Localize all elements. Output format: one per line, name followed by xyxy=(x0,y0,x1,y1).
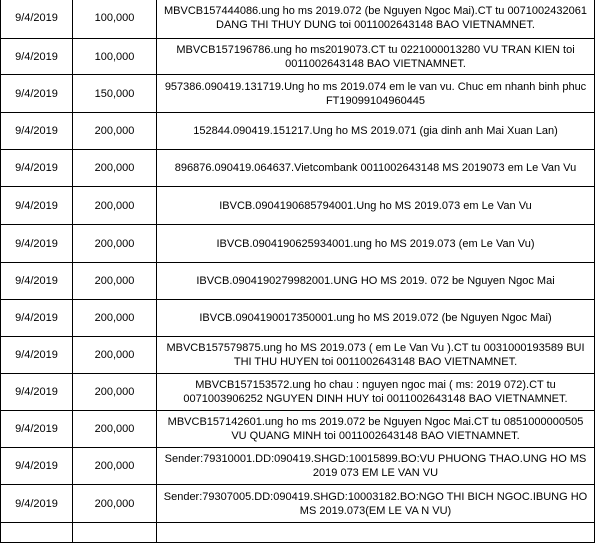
description-cell: IBVCB.0904190685794001.Ung ho MS 2019.073 em Le Van Vu xyxy=(157,187,595,225)
date-cell: 9/4/2019 xyxy=(1,225,73,263)
date-cell: 9/4/2019 xyxy=(1,75,73,113)
table-row xyxy=(1,337,595,374)
table-row xyxy=(1,263,595,300)
description-cell: 152844.090419.151217.Ung ho MS 2019.071 (gia dinh anh Mai Xuan Lan) xyxy=(157,113,595,150)
table-row xyxy=(1,187,595,225)
description-cell: MBVCB157579875.ung ho MS 2019.073 ( em Le Van Vu ).CT tu 0031000193589 BUI THI THU HUYEN toi 0011002643148 BAO VIETNAMNET. xyxy=(157,337,595,374)
amount-cell: 100,000 xyxy=(73,0,157,39)
table-row xyxy=(1,39,595,75)
amount-cell: 200,000 xyxy=(73,113,157,150)
description-cell: MBVCB157153572.ung ho chau : nguyen ngoc mai ( ms: 2019 072).CT tu 0071003906252 NGUYEN DINH HUY toi 0011002643148 BAO VIETNAMNET. xyxy=(157,374,595,411)
table-row xyxy=(1,225,595,263)
date-cell xyxy=(1,523,73,543)
date-cell: 9/4/2019 xyxy=(1,0,73,39)
description-cell: IBVCB.0904190279982001.UNG HO MS 2019. 072 be Nguyen Ngoc Mai xyxy=(157,263,595,300)
description-cell: MBVCB157196786.ung ho ms2019073.CT tu 0221000013280 VU TRAN KIEN toi 0011002643148 BAO VIETNAMNET. xyxy=(157,39,595,75)
amount-cell: 200,000 xyxy=(73,337,157,374)
description-cell: 957386.090419.131719.Ung ho ms 2019.074 em le van vu. Chuc em nhanh binh phuc FT19099104960445 xyxy=(157,75,595,113)
table-row xyxy=(1,411,595,448)
amount-cell: 200,000 xyxy=(73,263,157,300)
description-cell xyxy=(157,523,595,543)
table-row xyxy=(1,113,595,150)
table-row xyxy=(1,0,595,39)
description-cell: 896876.090419.064637.Vietcombank 0011002643148 MS 2019073 em Le Van Vu xyxy=(157,150,595,187)
description-cell: Sender:79307005.DD:090419.SHGD:10003182.BO:NGO THI BICH NGOC.IBUNG HO MS 2019.073(EM LE VA N VU) xyxy=(157,485,595,523)
date-cell: 9/4/2019 xyxy=(1,113,73,150)
table-row xyxy=(1,523,595,543)
amount-cell: 200,000 xyxy=(73,150,157,187)
table-row xyxy=(1,75,595,113)
amount-cell: 200,000 xyxy=(73,225,157,263)
date-cell: 9/4/2019 xyxy=(1,337,73,374)
description-cell: IBVCB.0904190625934001.ung ho MS 2019.073 (em Le Van Vu) xyxy=(157,225,595,263)
date-cell: 9/4/2019 xyxy=(1,263,73,300)
table-row xyxy=(1,374,595,411)
amount-cell: 200,000 xyxy=(73,187,157,225)
date-cell: 9/4/2019 xyxy=(1,485,73,523)
table-row xyxy=(1,150,595,187)
table-row xyxy=(1,300,595,337)
amount-cell: 100,000 xyxy=(73,39,157,75)
date-cell: 9/4/2019 xyxy=(1,300,73,337)
amount-cell: 200,000 xyxy=(73,448,157,485)
date-cell: 9/4/2019 xyxy=(1,374,73,411)
date-cell: 9/4/2019 xyxy=(1,150,73,187)
amount-cell: 150,000 xyxy=(73,75,157,113)
description-cell: MBVCB157444086.ung ho ms 2019.072 (be Nguyen Ngoc Mai).CT tu 0071002432061 DANG THI THUY DUNG toi 0011002643148 BAO VIETNAMNET. xyxy=(157,0,595,39)
table-row xyxy=(1,485,595,523)
amount-cell: 200,000 xyxy=(73,485,157,523)
table-row xyxy=(1,448,595,485)
date-cell: 9/4/2019 xyxy=(1,448,73,485)
date-cell: 9/4/2019 xyxy=(1,39,73,75)
description-cell: Sender:79310001.DD:090419.SHGD:10015899.BO:VU PHUONG THAO.UNG HO MS 2019 073 EM LE VAN VU xyxy=(157,448,595,485)
amount-cell: 200,000 xyxy=(73,374,157,411)
date-cell: 9/4/2019 xyxy=(1,411,73,448)
description-cell: IBVCB.0904190017350001.ung ho MS 2019.072 (be Nguyen Ngoc Mai) xyxy=(157,300,595,337)
amount-cell xyxy=(73,523,157,543)
description-cell: MBVCB157142601.ung ho ms 2019.072 be Nguyen Ngoc Mai.CT tu 0851000000505 VU QUANG MINH toi 0011002643148 BAO VIETNAMNET. xyxy=(157,411,595,448)
amount-cell: 200,000 xyxy=(73,300,157,337)
date-cell: 9/4/2019 xyxy=(1,187,73,225)
amount-cell: 200,000 xyxy=(73,411,157,448)
